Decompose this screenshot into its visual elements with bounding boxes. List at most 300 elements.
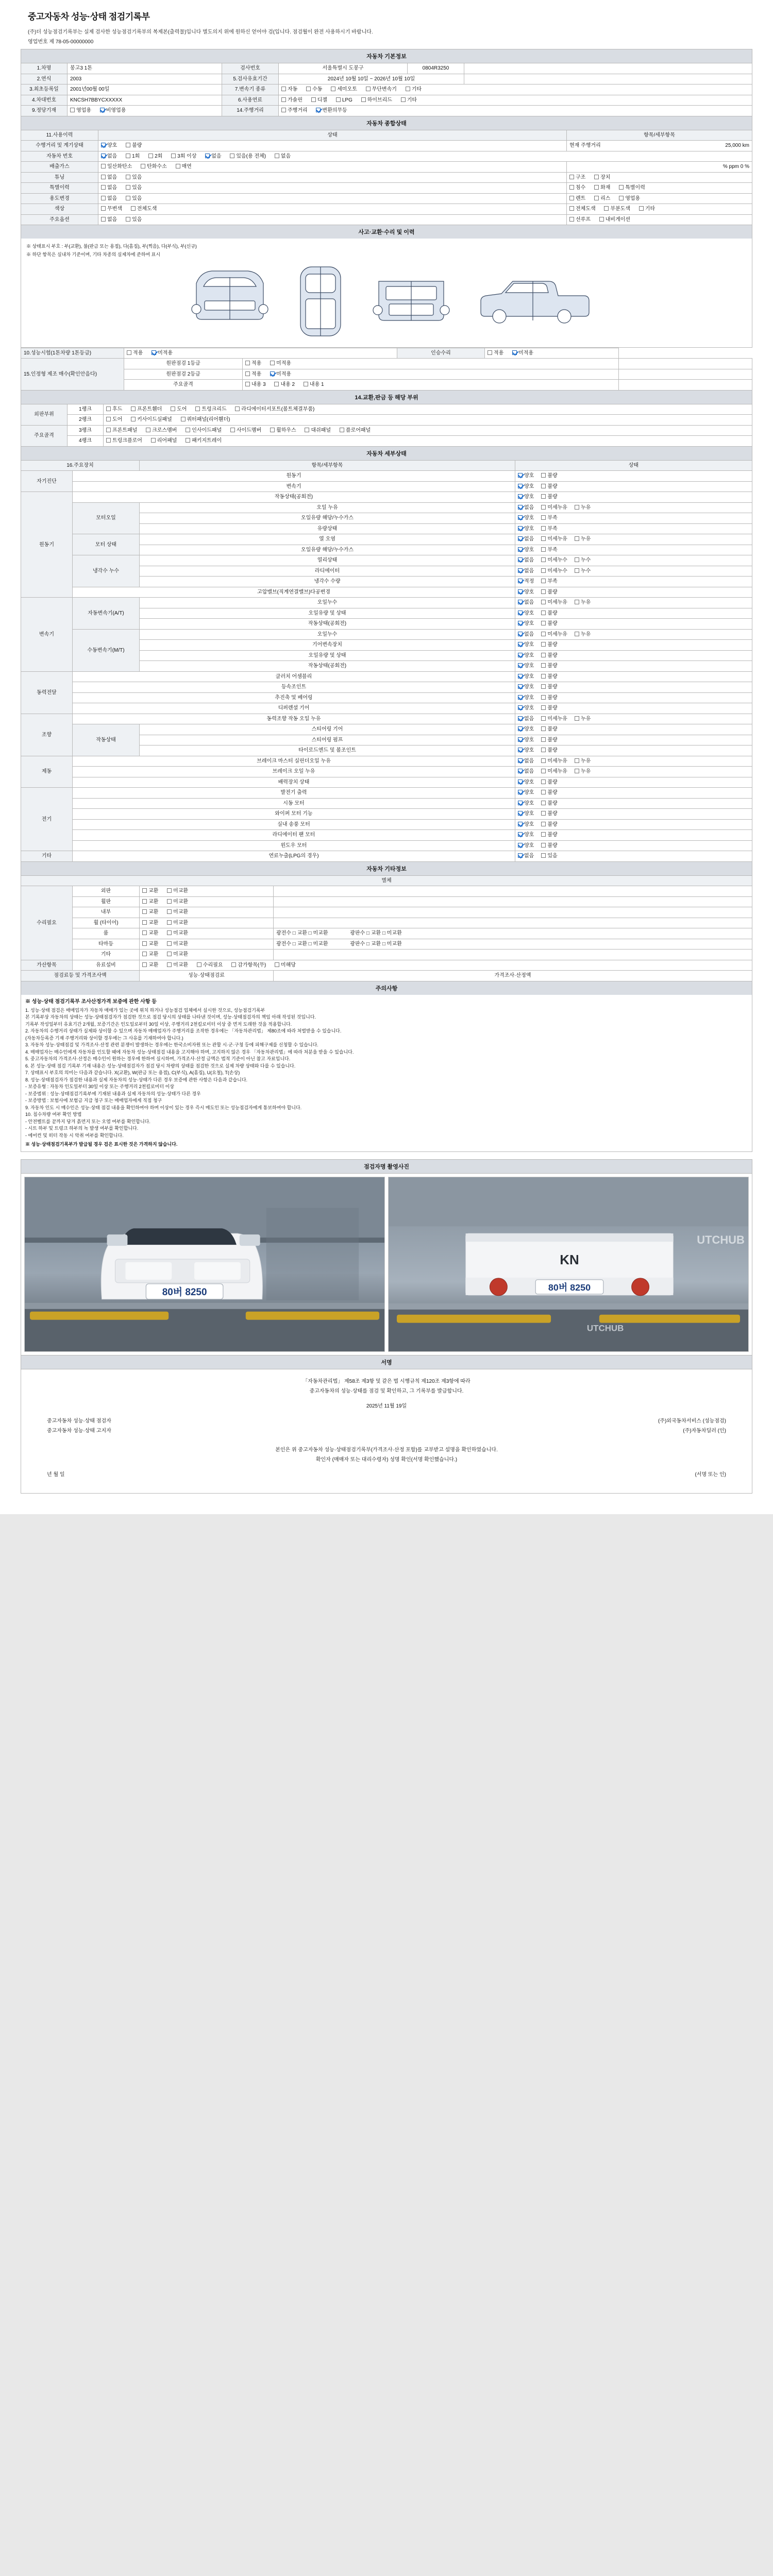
- checkbox-icon[interactable]: [518, 832, 523, 837]
- checkbox-icon[interactable]: [518, 726, 523, 731]
- checkbox-icon[interactable]: [171, 406, 175, 411]
- checkbox-icon[interactable]: [142, 952, 147, 956]
- checkbox-icon[interactable]: [148, 154, 153, 158]
- checkbox-icon[interactable]: [142, 899, 147, 904]
- option-cn-none3[interactable]: 없음: [275, 153, 291, 160]
- part-inside-panel[interactable]: 인사이드패널: [186, 427, 222, 434]
- checkbox-icon[interactable]: [281, 97, 286, 102]
- option-양호[interactable]: 양호: [518, 620, 534, 628]
- option-mo-sunroof[interactable]: 선루프: [569, 216, 591, 224]
- option-양호[interactable]: 양호: [518, 610, 534, 617]
- checkbox-icon[interactable]: [126, 185, 130, 190]
- checkbox-icon[interactable]: [639, 206, 644, 211]
- option-sp-flood[interactable]: 침수: [569, 184, 585, 192]
- checkbox-icon[interactable]: [569, 175, 574, 179]
- checkbox-icon[interactable]: [518, 822, 523, 826]
- checkbox-icon[interactable]: [304, 382, 308, 386]
- option-양호[interactable]: 양호: [518, 483, 534, 490]
- option-cn-2[interactable]: 2회: [148, 153, 162, 160]
- checkbox-icon[interactable]: [575, 557, 579, 562]
- option-양호[interactable]: 양호: [518, 641, 534, 649]
- option-양호[interactable]: 양호: [518, 779, 534, 786]
- option-ai-na[interactable]: 미해당: [275, 962, 296, 969]
- option-양호[interactable]: 양호: [518, 515, 534, 522]
- checkbox-icon[interactable]: [575, 716, 579, 721]
- option-g2-notapply[interactable]: 미적용: [270, 371, 291, 378]
- option-양호[interactable]: 양호: [518, 684, 534, 691]
- option-trans-cvt[interactable]: 무단변속기: [366, 86, 397, 93]
- checkbox-icon[interactable]: [575, 758, 579, 763]
- option-fr-2[interactable]: 내용 2: [274, 381, 295, 388]
- option-odo-bad[interactable]: 불량: [126, 142, 142, 149]
- checkbox-icon[interactable]: [541, 695, 546, 700]
- option-양호[interactable]: 양호: [518, 526, 534, 533]
- checkbox-icon[interactable]: [541, 832, 546, 837]
- option-누유[interactable]: 누유: [575, 716, 591, 723]
- option-mo-none[interactable]: 없음: [101, 216, 117, 224]
- option-cl-etc[interactable]: 기타: [639, 206, 655, 213]
- checkbox-icon[interactable]: [142, 888, 147, 893]
- photo-front[interactable]: [24, 1177, 385, 1352]
- option-tn-has[interactable]: 있음: [126, 174, 142, 181]
- checkbox-icon[interactable]: [245, 361, 250, 365]
- option-양호[interactable]: 양호: [518, 810, 534, 818]
- checkbox-icon[interactable]: [230, 428, 235, 432]
- checkbox-icon[interactable]: [311, 97, 316, 102]
- option-ai-noexchange[interactable]: 미교환: [167, 962, 188, 969]
- option-rp-noexchange[interactable]: 미교환: [167, 899, 188, 906]
- checkbox-icon[interactable]: [101, 206, 106, 211]
- checkbox-icon[interactable]: [541, 811, 546, 816]
- checkbox-icon[interactable]: [245, 382, 250, 386]
- option-ro-exchange[interactable]: 교환: [142, 888, 158, 895]
- option-미세누수[interactable]: 미세누수: [541, 557, 567, 564]
- checkbox-icon[interactable]: [167, 888, 172, 893]
- checkbox-icon[interactable]: [126, 143, 130, 147]
- checkbox-icon[interactable]: [151, 438, 156, 443]
- checkbox-icon[interactable]: [181, 417, 186, 421]
- checkbox-icon[interactable]: [281, 87, 286, 91]
- option-없음[interactable]: 없음: [518, 504, 534, 512]
- checkbox-icon[interactable]: [131, 417, 136, 421]
- checkbox-icon[interactable]: [594, 185, 599, 190]
- option-불량[interactable]: 불량: [541, 652, 557, 659]
- part-quarter-panel[interactable]: 쿼터패널(리어휀더): [181, 416, 230, 423]
- checkbox-icon[interactable]: [197, 962, 201, 967]
- checkbox-icon[interactable]: [167, 930, 172, 935]
- option-불량[interactable]: 불량: [541, 673, 557, 681]
- checkbox-icon[interactable]: [401, 97, 406, 102]
- checkbox-icon[interactable]: [518, 716, 523, 721]
- option-fuel-hybrid[interactable]: 하이브리드: [361, 97, 392, 104]
- checkbox-icon[interactable]: [167, 941, 172, 946]
- checkbox-icon[interactable]: [541, 579, 546, 583]
- checkbox-icon[interactable]: [106, 438, 111, 443]
- checkbox-icon[interactable]: [518, 843, 523, 848]
- checkbox-icon[interactable]: [541, 674, 546, 679]
- option-불량[interactable]: 불량: [541, 705, 557, 712]
- checkbox-icon[interactable]: [518, 484, 523, 488]
- option-없음[interactable]: 없음: [518, 768, 534, 775]
- option-odo-good[interactable]: 양호: [101, 142, 117, 149]
- option-없음[interactable]: 없음: [518, 758, 534, 765]
- checkbox-icon[interactable]: [142, 941, 147, 946]
- option-불량[interactable]: 불량: [541, 789, 557, 796]
- checkbox-icon[interactable]: [146, 428, 150, 432]
- checkbox-icon[interactable]: [594, 175, 599, 179]
- checkbox-icon[interactable]: [488, 350, 492, 355]
- part-floor-panel[interactable]: 플로어패널: [340, 427, 371, 434]
- option-양호[interactable]: 양호: [518, 663, 534, 670]
- part-radiator-support[interactable]: 라디에이터서포트(볼트체결부품): [235, 406, 314, 413]
- checkbox-icon[interactable]: [518, 526, 523, 531]
- checkbox-icon[interactable]: [518, 695, 523, 700]
- option-부족[interactable]: 부족: [541, 515, 557, 522]
- option-em-smoke[interactable]: 매연: [176, 163, 192, 171]
- option-rp-exchange[interactable]: 교환: [142, 899, 158, 906]
- checkbox-icon[interactable]: [245, 371, 250, 376]
- checkbox-icon[interactable]: [518, 515, 523, 520]
- option-불량[interactable]: 불량: [541, 800, 557, 807]
- checkbox-icon[interactable]: [575, 505, 579, 510]
- checkbox-icon[interactable]: [142, 920, 147, 925]
- option-uc-has[interactable]: 있음: [126, 195, 142, 202]
- option-cn-none2[interactable]: 없음: [205, 153, 221, 160]
- checkbox-icon[interactable]: [541, 547, 546, 552]
- option-양호[interactable]: 양호: [518, 726, 534, 733]
- checkbox-icon[interactable]: [270, 361, 275, 365]
- option-uc-lease[interactable]: 리스: [594, 195, 610, 202]
- option-불량[interactable]: 불량: [541, 832, 557, 839]
- option-불량[interactable]: 불량: [541, 610, 557, 617]
- checkbox-icon[interactable]: [518, 779, 523, 784]
- option-불량[interactable]: 불량: [541, 779, 557, 786]
- checkbox-icon[interactable]: [541, 611, 546, 615]
- option-mo-has[interactable]: 있음: [126, 216, 142, 224]
- option-sp-fire[interactable]: 화재: [594, 184, 610, 192]
- option-sp-has[interactable]: 있음: [126, 184, 142, 192]
- option-cn-none[interactable]: 없음: [101, 153, 117, 160]
- option-미세누유[interactable]: 미세누유: [541, 504, 567, 512]
- option-mileage-a[interactable]: 주행거리: [281, 107, 308, 114]
- part-front-fender[interactable]: 프론트휀더: [131, 406, 162, 413]
- option-uc-biz[interactable]: 영업용: [619, 195, 640, 202]
- checkbox-icon[interactable]: [230, 154, 234, 158]
- checkbox-icon[interactable]: [569, 206, 574, 211]
- option-uc-rent[interactable]: 렌트: [569, 195, 585, 202]
- part-rear-panel[interactable]: 리어패널: [151, 437, 177, 445]
- checkbox-icon[interactable]: [518, 621, 523, 625]
- checkbox-icon[interactable]: [70, 108, 75, 112]
- option-fuel-etc[interactable]: 기타: [401, 97, 417, 104]
- option-미세누유[interactable]: 미세누유: [541, 768, 567, 775]
- option-불량[interactable]: 불량: [541, 494, 557, 501]
- checkbox-icon[interactable]: [541, 716, 546, 721]
- option-cn-1[interactable]: 1회: [126, 153, 140, 160]
- option-누유[interactable]: 누유: [575, 536, 591, 543]
- option-불량[interactable]: 불량: [541, 821, 557, 828]
- option-pr-apply[interactable]: 적용: [488, 350, 503, 357]
- checkbox-icon[interactable]: [541, 600, 546, 604]
- checkbox-icon[interactable]: [541, 632, 546, 636]
- checkbox-icon[interactable]: [518, 674, 523, 679]
- checkbox-icon[interactable]: [541, 484, 546, 488]
- option-ro-noexchange[interactable]: 미교환: [167, 888, 188, 895]
- option-미세누유[interactable]: 미세누유: [541, 631, 567, 638]
- checkbox-icon[interactable]: [518, 557, 523, 562]
- checkbox-icon[interactable]: [518, 811, 523, 816]
- option-없음[interactable]: 없음: [518, 599, 534, 606]
- checkbox-icon[interactable]: [619, 196, 624, 200]
- checkbox-icon[interactable]: [100, 108, 105, 112]
- checkbox-icon[interactable]: [541, 473, 546, 478]
- checkbox-icon[interactable]: [142, 930, 147, 935]
- checkbox-icon[interactable]: [101, 143, 106, 147]
- checkbox-icon[interactable]: [518, 642, 523, 647]
- checkbox-icon[interactable]: [518, 853, 523, 858]
- option-mo-navi[interactable]: 내비게이션: [599, 216, 630, 224]
- checkbox-icon[interactable]: [340, 428, 344, 432]
- checkbox-icon[interactable]: [152, 350, 156, 355]
- checkbox-icon[interactable]: [126, 154, 130, 158]
- option-trans-manual[interactable]: 수동: [306, 86, 322, 93]
- checkbox-icon[interactable]: [306, 87, 311, 91]
- option-없음[interactable]: 없음: [518, 557, 534, 564]
- checkbox-icon[interactable]: [361, 97, 366, 102]
- checkbox-icon[interactable]: [541, 568, 546, 573]
- option-tn-device[interactable]: 장치: [594, 174, 610, 181]
- checkbox-icon[interactable]: [167, 962, 172, 967]
- checkbox-icon[interactable]: [106, 428, 111, 432]
- option-ai-repair[interactable]: 수리필요: [197, 962, 223, 969]
- option-적정[interactable]: 적정: [518, 578, 534, 585]
- option-cl-full[interactable]: 전체도색: [131, 206, 157, 213]
- option-sp-none[interactable]: 없음: [101, 184, 117, 192]
- checkbox-icon[interactable]: [575, 536, 579, 541]
- checkbox-icon[interactable]: [518, 568, 523, 573]
- option-누유[interactable]: 누유: [575, 504, 591, 512]
- option-불량[interactable]: 불량: [541, 620, 557, 628]
- checkbox-icon[interactable]: [604, 206, 609, 211]
- option-양호[interactable]: 양호: [518, 673, 534, 681]
- option-re-noexchange[interactable]: 미교환: [167, 951, 188, 958]
- option-cl-partpaint[interactable]: 부분도색: [604, 206, 630, 213]
- checkbox-icon[interactable]: [575, 632, 579, 636]
- checkbox-icon[interactable]: [270, 428, 275, 432]
- option-양호[interactable]: 양호: [518, 800, 534, 807]
- checkbox-icon[interactable]: [316, 108, 321, 112]
- checkbox-icon[interactable]: [518, 589, 523, 594]
- option-cn-has[interactable]: 있음(용 전체): [230, 153, 266, 160]
- option-fuel-diesel[interactable]: 디젤: [311, 97, 327, 104]
- checkbox-icon[interactable]: [541, 769, 546, 773]
- photo-rear[interactable]: [388, 1177, 749, 1352]
- option-불량[interactable]: 불량: [541, 472, 557, 480]
- option-g1-apply[interactable]: 적용: [245, 360, 261, 367]
- option-양호[interactable]: 양호: [518, 652, 534, 659]
- option-uc-none[interactable]: 없음: [101, 195, 117, 202]
- part-wheel-house[interactable]: 휠하우스: [270, 427, 296, 434]
- checkbox-icon[interactable]: [235, 406, 240, 411]
- option-누유[interactable]: 누유: [575, 758, 591, 765]
- checkbox-icon[interactable]: [541, 526, 546, 531]
- checkbox-icon[interactable]: [541, 494, 546, 499]
- option-누유[interactable]: 누유: [575, 631, 591, 638]
- checkbox-icon[interactable]: [101, 154, 106, 158]
- option-불량[interactable]: 불량: [541, 483, 557, 490]
- checkbox-icon[interactable]: [518, 632, 523, 636]
- checkbox-icon[interactable]: [541, 505, 546, 510]
- option-불량[interactable]: 불량: [541, 747, 557, 754]
- option-cl-fullpaint[interactable]: 전체도색: [569, 206, 596, 213]
- part-door2[interactable]: 도어: [106, 416, 122, 423]
- checkbox-icon[interactable]: [575, 600, 579, 604]
- option-양호[interactable]: 양호: [518, 789, 534, 796]
- checkbox-icon[interactable]: [594, 196, 599, 200]
- option-ai-depreciation[interactable]: 감가항목(무): [231, 962, 266, 969]
- option-누수[interactable]: 누수: [575, 557, 591, 564]
- option-양호[interactable]: 양호: [518, 494, 534, 501]
- checkbox-icon[interactable]: [569, 196, 574, 200]
- checkbox-icon[interactable]: [541, 790, 546, 794]
- option-부족[interactable]: 부족: [541, 547, 557, 554]
- option-trans-auto[interactable]: 자동: [281, 86, 297, 93]
- option-불량[interactable]: 불량: [541, 810, 557, 818]
- checkbox-icon[interactable]: [518, 505, 523, 510]
- checkbox-icon[interactable]: [101, 185, 106, 190]
- option-fr-3[interactable]: 내용 3: [245, 381, 266, 388]
- checkbox-icon[interactable]: [205, 154, 210, 158]
- checkbox-icon[interactable]: [142, 962, 147, 967]
- checkbox-icon[interactable]: [167, 899, 172, 904]
- checkbox-icon[interactable]: [569, 217, 574, 222]
- checkbox-icon[interactable]: [101, 217, 106, 222]
- option-양호[interactable]: 양호: [518, 694, 534, 702]
- option-누수[interactable]: 누수: [575, 568, 591, 575]
- option-cl-nochange[interactable]: 무변색: [101, 206, 122, 213]
- checkbox-icon[interactable]: [141, 164, 145, 168]
- option-tn-struct[interactable]: 구조: [569, 174, 585, 181]
- checkbox-icon[interactable]: [186, 428, 190, 432]
- checkbox-icon[interactable]: [541, 557, 546, 562]
- option-rl-exchange[interactable]: 교환: [142, 941, 158, 948]
- checkbox-icon[interactable]: [569, 185, 574, 190]
- checkbox-icon[interactable]: [518, 748, 523, 752]
- option-부족[interactable]: 부족: [541, 526, 557, 533]
- checkbox-icon[interactable]: [518, 653, 523, 657]
- option-없음[interactable]: 없음: [518, 631, 534, 638]
- option-미세누유[interactable]: 미세누유: [541, 599, 567, 606]
- part-trunk-lid[interactable]: 트렁크리드: [195, 406, 226, 413]
- checkbox-icon[interactable]: [518, 611, 523, 615]
- option-g2-apply[interactable]: 적용: [245, 371, 261, 378]
- checkbox-icon[interactable]: [195, 406, 200, 411]
- option-rl-noexchange[interactable]: 미교환: [167, 941, 188, 948]
- part-dash-panel[interactable]: 대쉬패널: [305, 427, 331, 434]
- checkbox-icon[interactable]: [541, 663, 546, 668]
- option-불량[interactable]: 불량: [541, 694, 557, 702]
- option-누유[interactable]: 누유: [575, 599, 591, 606]
- option-불량[interactable]: 불량: [541, 589, 557, 596]
- option-없음[interactable]: 없음: [518, 568, 534, 575]
- option-pt-apply[interactable]: 적용: [127, 350, 143, 357]
- part-hood[interactable]: 후드: [106, 406, 122, 413]
- option-미세누유[interactable]: 미세누유: [541, 536, 567, 543]
- option-ri-noexchange[interactable]: 미교환: [167, 909, 188, 916]
- option-rw-noexchange[interactable]: 미교환: [167, 920, 188, 927]
- checkbox-icon[interactable]: [101, 164, 106, 168]
- option-미세누유[interactable]: 미세누유: [541, 758, 567, 765]
- checkbox-icon[interactable]: [541, 536, 546, 541]
- option-rr-noexchange[interactable]: 미교환: [167, 930, 188, 937]
- checkbox-icon[interactable]: [575, 769, 579, 773]
- checkbox-icon[interactable]: [406, 87, 410, 91]
- checkbox-icon[interactable]: [518, 790, 523, 794]
- option-불량[interactable]: 불량: [541, 842, 557, 850]
- checkbox-icon[interactable]: [518, 684, 523, 689]
- checkbox-icon[interactable]: [541, 653, 546, 657]
- checkbox-icon[interactable]: [275, 154, 279, 158]
- checkbox-icon[interactable]: [518, 579, 523, 583]
- option-없음[interactable]: 없음: [518, 716, 534, 723]
- checkbox-icon[interactable]: [512, 350, 517, 355]
- checkbox-icon[interactable]: [101, 175, 106, 179]
- checkbox-icon[interactable]: [131, 206, 136, 211]
- checkbox-icon[interactable]: [106, 417, 111, 421]
- checkbox-icon[interactable]: [275, 962, 279, 967]
- checkbox-icon[interactable]: [106, 406, 111, 411]
- checkbox-icon[interactable]: [142, 909, 147, 914]
- option-em-co[interactable]: 일산화탄소: [101, 163, 132, 171]
- checkbox-icon[interactable]: [281, 108, 286, 112]
- checkbox-icon[interactable]: [176, 164, 180, 168]
- checkbox-icon[interactable]: [575, 568, 579, 573]
- part-cross-member[interactable]: 크로스멤버: [146, 427, 177, 434]
- checkbox-icon[interactable]: [167, 909, 172, 914]
- option-usage-private[interactable]: 비영업용: [100, 107, 126, 114]
- option-cn-3[interactable]: 3회 이상: [171, 153, 196, 160]
- checkbox-icon[interactable]: [336, 97, 341, 102]
- option-pt-notapply[interactable]: 미적용: [152, 350, 173, 357]
- option-rw-exchange[interactable]: 교환: [142, 920, 158, 927]
- option-ri-exchange[interactable]: 교환: [142, 909, 158, 916]
- part-front-panel[interactable]: 프론트패널: [106, 427, 137, 434]
- option-em-hc[interactable]: 탄화수소: [141, 163, 167, 171]
- checkbox-icon[interactable]: [541, 801, 546, 805]
- part-side-sill[interactable]: 키사이드실패널: [131, 416, 172, 423]
- option-fuel-gasoline[interactable]: 가솔린: [281, 97, 303, 104]
- checkbox-icon[interactable]: [541, 853, 546, 858]
- option-없음[interactable]: 없음: [518, 853, 534, 860]
- option-양호[interactable]: 양호: [518, 832, 534, 839]
- option-미세누유[interactable]: 미세누유: [541, 716, 567, 723]
- checkbox-icon[interactable]: [126, 196, 130, 200]
- checkbox-icon[interactable]: [126, 175, 130, 179]
- part-side-member[interactable]: 사이드멤버: [230, 427, 261, 434]
- part-door[interactable]: 도어: [171, 406, 187, 413]
- option-불량[interactable]: 불량: [541, 641, 557, 649]
- checkbox-icon[interactable]: [518, 758, 523, 763]
- checkbox-icon[interactable]: [331, 87, 335, 91]
- checkbox-icon[interactable]: [541, 822, 546, 826]
- option-tn-none[interactable]: 없음: [101, 174, 117, 181]
- checkbox-icon[interactable]: [518, 536, 523, 541]
- checkbox-icon[interactable]: [619, 185, 624, 190]
- checkbox-icon[interactable]: [541, 748, 546, 752]
- option-미세누수[interactable]: 미세누수: [541, 568, 567, 575]
- option-ai-exchange[interactable]: 교환: [142, 962, 158, 969]
- checkbox-icon[interactable]: [541, 726, 546, 731]
